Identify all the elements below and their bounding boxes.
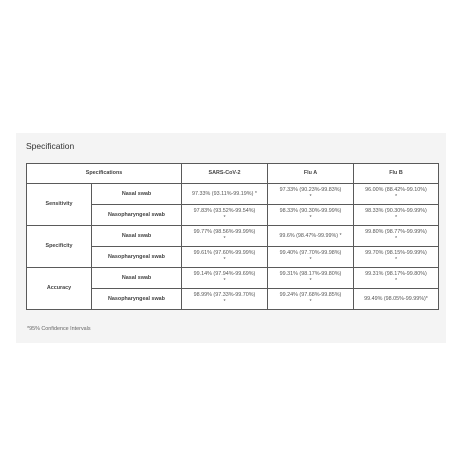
sample-label: Nasopharyngeal swab [92,205,182,226]
value-cell: 99.14% (97.94%-99.69%) * [182,268,268,289]
value-cell: 98.99% (97.33%-99.70%) * [182,289,268,310]
value-cell: 99.6% (98.47%-99.99%) * [268,226,354,247]
group-label-specificity: Specificity [27,226,92,268]
table-header-row [27,164,439,184]
value-cell: 99.31% (98.17%-99.80%) * [268,268,354,289]
group-label-sensitivity: Sensitivity [27,184,92,226]
value-cell: 99.40% (97.70%-99.98%) * [268,247,354,268]
value-cell: 98.33% (90.30%-99.99%) * [354,205,439,226]
specification-card [16,133,446,343]
specification-table [26,163,439,310]
value-cell: 99.49% (98.05%-99.99%)* [354,289,439,310]
sample-label: Nasal swab [92,184,182,205]
sample-label: Nasal swab [92,226,182,247]
header-specifications: Specifications [27,164,182,184]
table-row [27,268,439,289]
value-cell: 99.61% (97.60%-99.99%) * [182,247,268,268]
footnote: *95% Confidence Intervals [27,326,91,332]
value-cell: 99.70% (98.15%-99.99%) * [354,247,439,268]
sample-label: Nasopharyngeal swab [92,289,182,310]
value-cell: 99.77% (98.56%-99.99%) * [182,226,268,247]
value-cell: 97.83% (93.52%-99.54%) * [182,205,268,226]
page-title: Specification [26,141,75,151]
value-cell: 97.33% (90.23%-99.83%) * [268,184,354,205]
value-cell: 96.00% (88.42%-99.10%) * [354,184,439,205]
sample-label: Nasopharyngeal swab [92,247,182,268]
table-row [27,226,439,247]
value-cell: 99.80% (98.77%-99.99%) * [354,226,439,247]
value-cell: 97.33% (93.11%-99.19%) * [182,184,268,205]
group-label-accuracy: Accuracy [27,268,92,310]
value-cell: 98.33% (90.30%-99.99%) * [268,205,354,226]
value-cell: 99.24% (97.68%-99.85%) * [268,289,354,310]
value-cell: 99.31% (98.17%-99.80%) * [354,268,439,289]
header-flu-a: Flu A [268,164,354,184]
header-sars-cov-2: SARS-CoV-2 [182,164,268,184]
table-row [27,184,439,205]
header-flu-b: Flu B [354,164,439,184]
sample-label: Nasal swab [92,268,182,289]
